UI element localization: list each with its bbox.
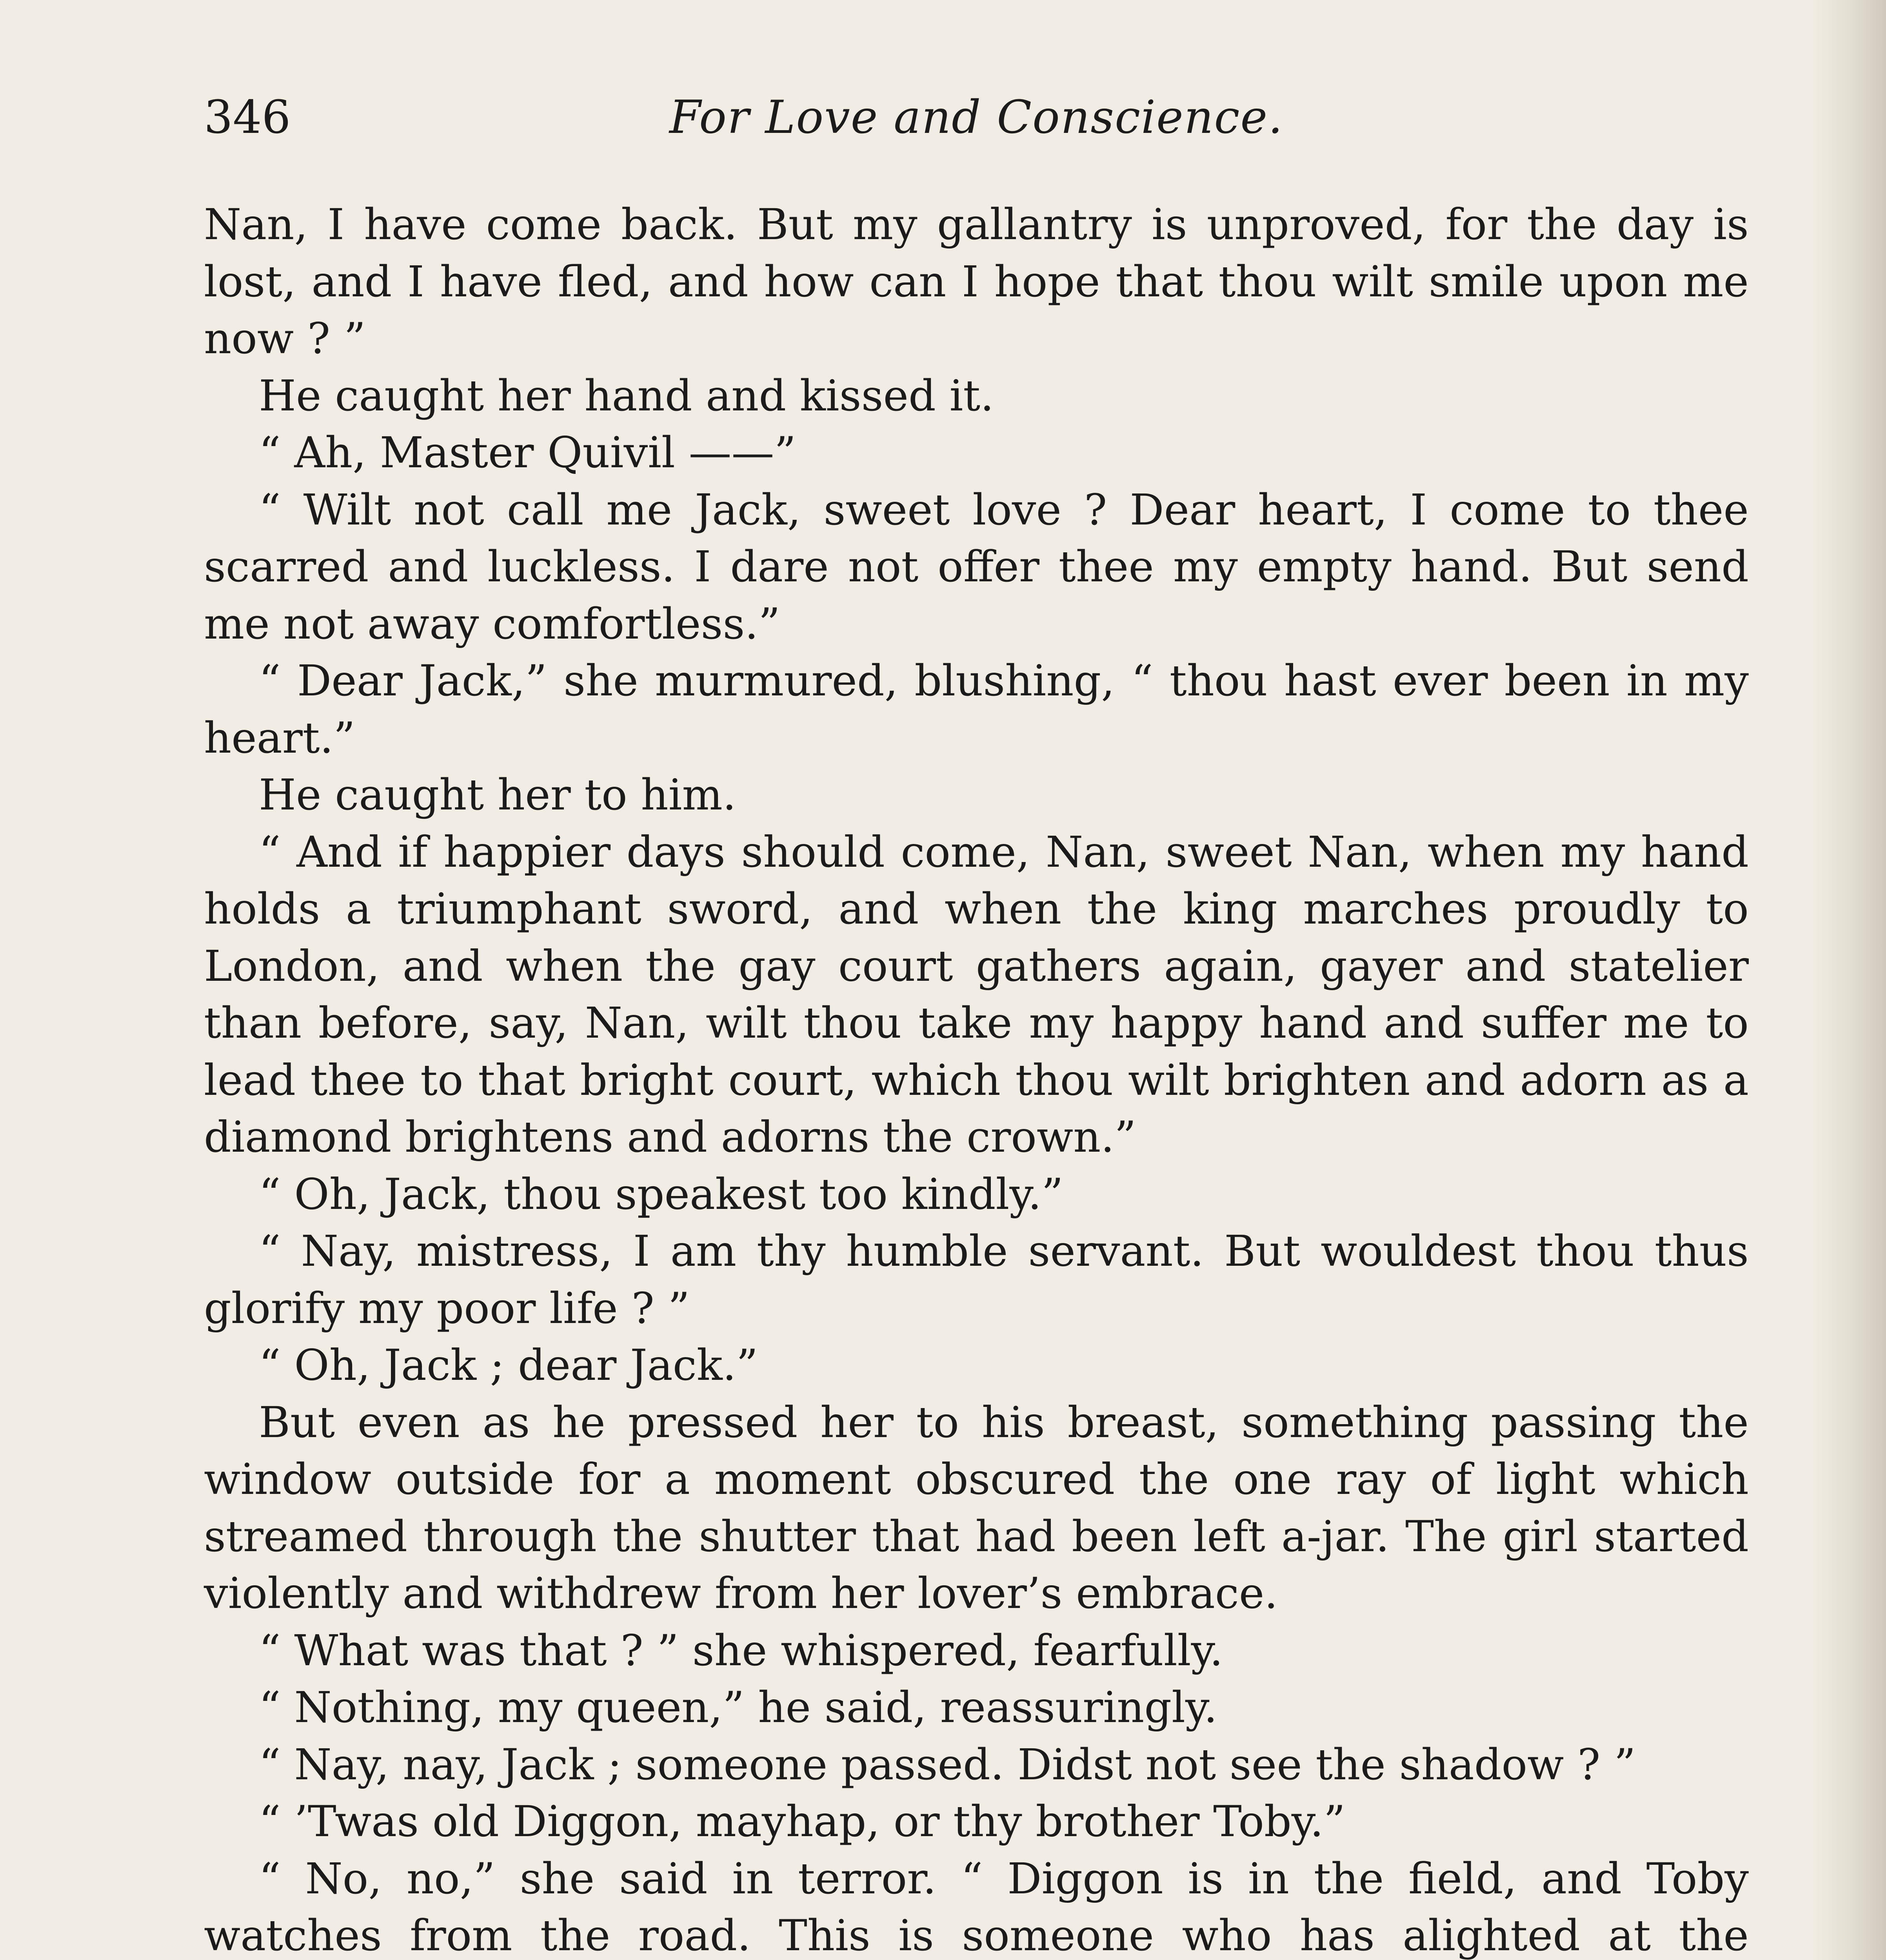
paragraph: “ Wilt not call me Jack, sweet love ? Dear heart, I come to thee scarred and luckless. I dare not offer thee my empty hand. But send me not away comfortless.” — [204, 485, 1749, 649]
paragraph: “ Dear Jack,” she murmured, blushing, “ thou hast ever been in my heart.” — [204, 656, 1749, 763]
paragraph: “ No, no,” she said in terror. “ Diggon is in the field, and Toby watches from the road. This is someone who has alighted at the — [204, 1853, 1749, 1960]
paragraph: “ Nay, mistress, I am thy humble servant. But wouldest thou thus glorify my poor life ? ” — [204, 1226, 1749, 1333]
page-header — [204, 84, 1749, 151]
paragraph: “ Oh, Jack ; dear Jack.” — [259, 1340, 758, 1390]
paragraph: “ And if happier days should come, Nan, sweet Nan, when my hand holds a triumphant sword, and when the king marches proudly to London, and when the gay court gathers again, gayer and statelier than before, say, Nan, wilt thou take my happy hand and suffer me to lead thee to that bright court, which thou wilt brighten and adorn as a diamond brightens and adorns the crown.” — [204, 827, 1749, 1162]
paragraph: “ What was that ? ” she whispered, fearfully. — [259, 1625, 1223, 1675]
paragraph: “ ’Twas old Diggon, mayhap, or thy brother Toby.” — [259, 1797, 1346, 1846]
page-number: 346 — [204, 91, 291, 144]
paragraph: But even as he pressed her to his breast, something passing the window outside for a moment obscured the one ray of light which streamed through the shutter that had been left a-jar. The girl started violently and withdrew from her lover’s embrace. — [204, 1397, 1749, 1618]
paragraph: “ Nothing, my queen,” he said, reassuringly. — [259, 1682, 1217, 1732]
running-title: For Love and Conscience. — [669, 91, 1283, 144]
body-text — [204, 196, 1749, 1960]
paragraph: “ Ah, Master Quivil ——” — [259, 428, 796, 477]
paragraph: He caught her hand and kissed it. — [259, 370, 994, 421]
paragraph: “ Oh, Jack, thou speakest too kindly.” — [259, 1169, 1063, 1219]
paragraph: He caught her to him. — [259, 770, 736, 820]
paragraph-continued: Nan, I have come back. But my gallantry is unproved, for the day is lost, and I have fled, and how can I hope that thou wilt smile upon me now ? ” — [204, 200, 1749, 363]
page-edge-shadow — [1812, 0, 1886, 1960]
paragraph: “ Nay, nay, Jack ; someone passed. Didst not see the shadow ? ” — [259, 1739, 1636, 1789]
